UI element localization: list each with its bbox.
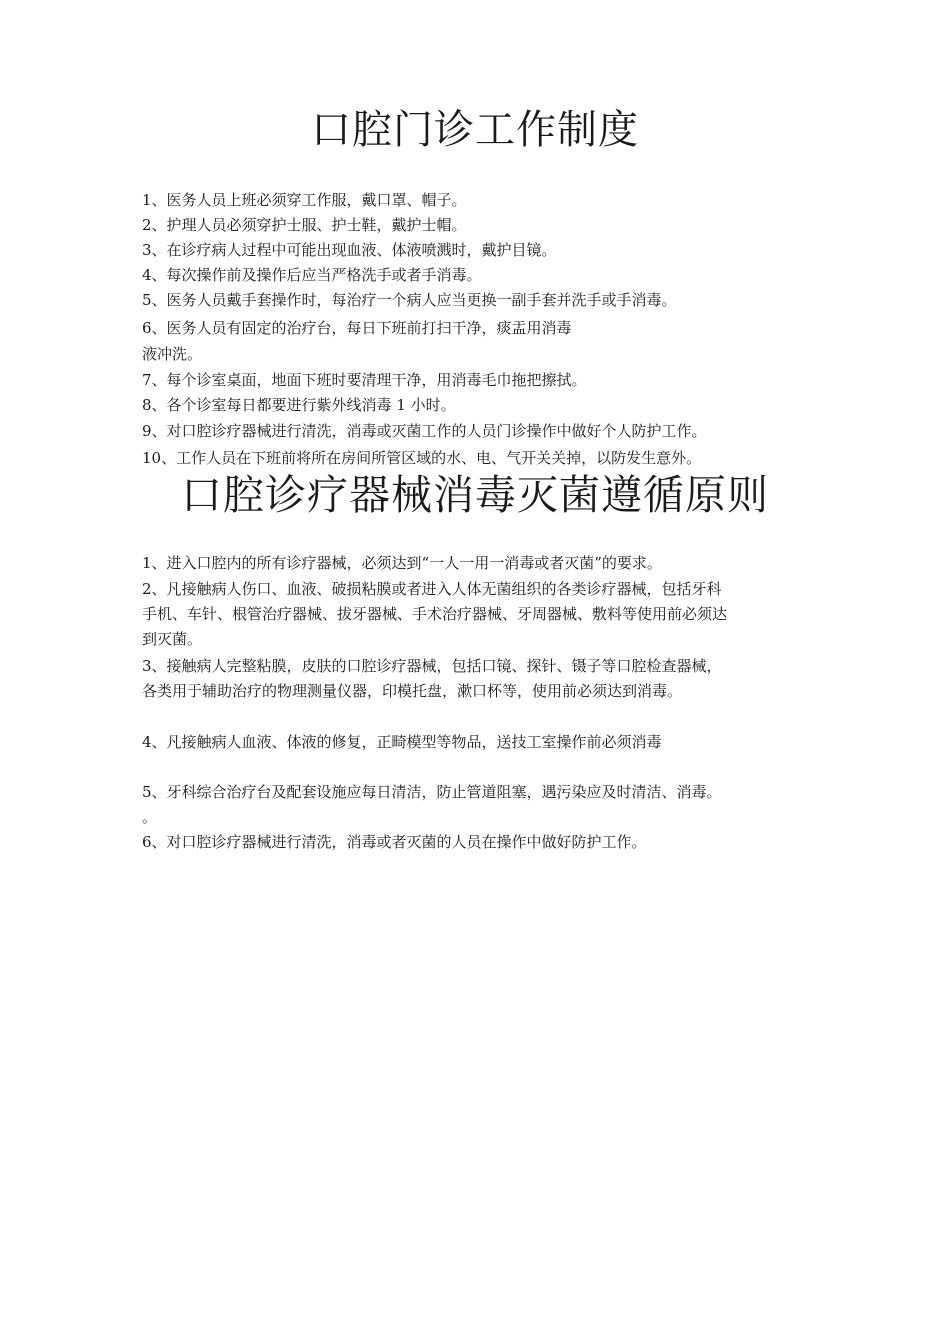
principle-line: 3、接触病人完整粘膜，皮肤的口腔诊疗器械，包括口镜、探针、镊子等口腔检查器械， xyxy=(142,657,722,675)
rule-line: 5、医务人员戴手套操作时，每治疗一个病人应当更换一副手套并洗手或手消毒。 xyxy=(142,291,677,309)
title-clinic-work-rules: 口腔门诊工作制度 xyxy=(311,107,639,153)
principle-line: 4、凡接触病人血液、体液的修复，正畸模型等物品，送技工室操作前必须消毒 xyxy=(142,733,662,751)
rule-line: 9、对口腔诊疗器械进行清洗，消毒或灭菌工作的人员门诊操作中做好个人防护工作。 xyxy=(142,422,707,440)
principle-line-continuation: 手机、车针、根管治疗器械、拔牙器械、手术治疗器械、牙周器械、敷料等使用前必须达 xyxy=(142,605,728,623)
rule-line: 8、各个诊室每日都要进行紫外线消毒 1 小时。 xyxy=(142,396,456,414)
rule-line: 7、每个诊室桌面，地面下班时要清理干净，用消毒毛巾拖把擦拭。 xyxy=(142,371,587,389)
rule-line: 3、在诊疗病人过程中可能出现血液、体液喷溅时，戴护目镜。 xyxy=(142,241,557,259)
principle-line: 2、凡接触病人伤口、血液、破损粘膜或者进入人体无菌组织的各类诊疗器械，包括牙科 xyxy=(142,580,722,598)
principle-line-continuation: 各类用于辅助治疗的物理测量仪器，印模托盘，漱口杯等，使用前必须达到消毒。 xyxy=(142,682,683,700)
principle-line: 6、对口腔诊疗器械进行清洗，消毒或者灭菌的人员在操作中做好防护工作。 xyxy=(142,833,647,851)
rule-line: 6、医务人员有固定的治疗台，每日下班前打扫干净，痰盂用消毒 xyxy=(142,319,572,337)
principle-line: 1、进入口腔内的所有诊疗器械，必须达到“一人一用一消毒或者灭菌”的要求。 xyxy=(142,554,662,572)
principle-line-continuation: 到灭菌。 xyxy=(142,630,203,648)
principle-line-continuation: 。 xyxy=(142,808,158,826)
rule-line: 2、护理人员必须穿护士服、护士鞋，戴护士帽。 xyxy=(142,216,467,234)
rule-line: 10、工作人员在下班前将所在房间所管区域的水、电、气开关关掉，以防发生意外。 xyxy=(142,449,702,467)
principle-line: 5、牙科综合治疗台及配套设施应每日清洁，防止管道阻塞，遇污染应及时清洁、消毒。 xyxy=(142,783,722,801)
rule-line-continuation: 液冲洗。 xyxy=(142,345,203,363)
title-disinfection-principles: 口腔诊疗器械消毒灭菌遵循原则 xyxy=(181,471,769,519)
rule-line: 4、每次操作前及操作后应当严格洗手或者手消毒。 xyxy=(142,266,482,284)
rule-line: 1、医务人员上班必须穿工作服，戴口罩、帽子。 xyxy=(142,191,467,209)
